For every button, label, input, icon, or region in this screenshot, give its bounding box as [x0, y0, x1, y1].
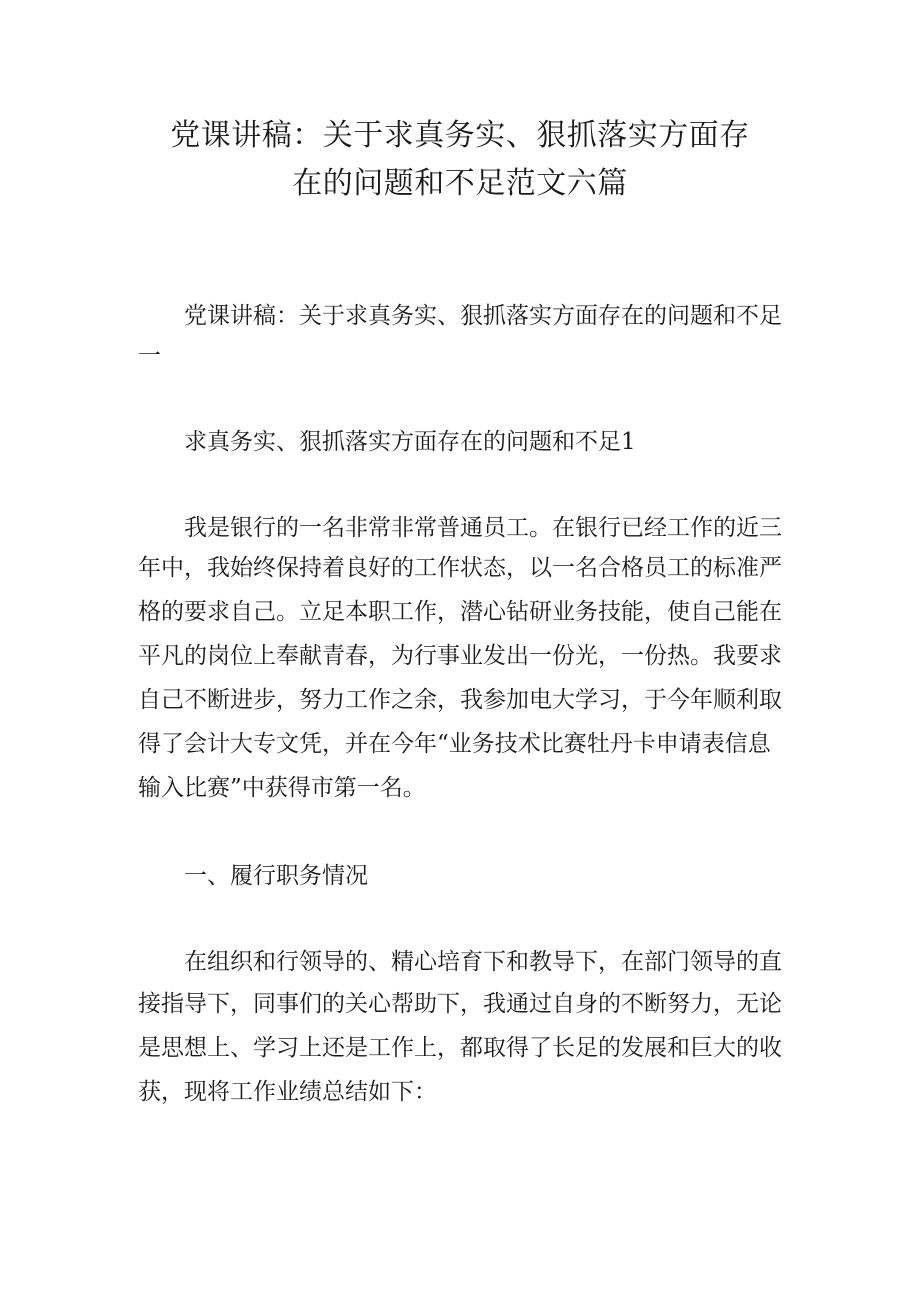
section-heading-line-2: 一: [138, 343, 161, 369]
subheading: 求真务实、狠抓落实方面存在的问题和不足1: [184, 429, 636, 455]
paragraph1-line: 输入比赛”中获得市第一名。: [138, 775, 426, 801]
paragraph2-line: 获，现将工作业绩总结如下：: [138, 1079, 437, 1105]
paragraph1-line: 格的要求自己。立足本职工作，潜心钻研业务技能，使自己能在: [138, 599, 782, 625]
paragraph1-line: 自己不断进步，努力工作之余，我参加电大学习，于今年顺利取: [138, 687, 782, 713]
paragraph1-line: 得了会计大专文凭，并在今年“业务技术比赛牡丹卡申请表信息: [138, 731, 771, 757]
document-title-line-1: 党课讲稿：关于求真务实、狠抓落实方面存: [170, 118, 750, 153]
document-title-line-2: 在的问题和不足范文六篇: [292, 166, 628, 201]
paragraph1-line: 平凡的岗位上奉献青春，为行事业发出一份光，一份热。我要求: [138, 643, 782, 669]
paragraph2-line: 在组织和行领导的、精心培育下和教导下，在部门领导的直: [184, 949, 782, 975]
heading-duty: 一、履行职务情况: [184, 863, 368, 889]
paragraph2-line: 接指导下，同事们的关心帮助下，我通过自身的不断努力，无论: [138, 991, 782, 1017]
paragraph2-line: 是思想上、学习上还是工作上，都取得了长足的发展和巨大的收: [138, 1035, 782, 1061]
paragraph1-line: 我是银行的一名非常非常普通员工。在银行已经工作的近三: [184, 515, 782, 541]
section-heading-line-1: 党课讲稿：关于求真务实、狠抓落实方面存在的问题和不足: [184, 303, 782, 329]
paragraph1-line: 年中，我始终保持着良好的工作状态，以一名合格员工的标准严: [138, 555, 782, 581]
